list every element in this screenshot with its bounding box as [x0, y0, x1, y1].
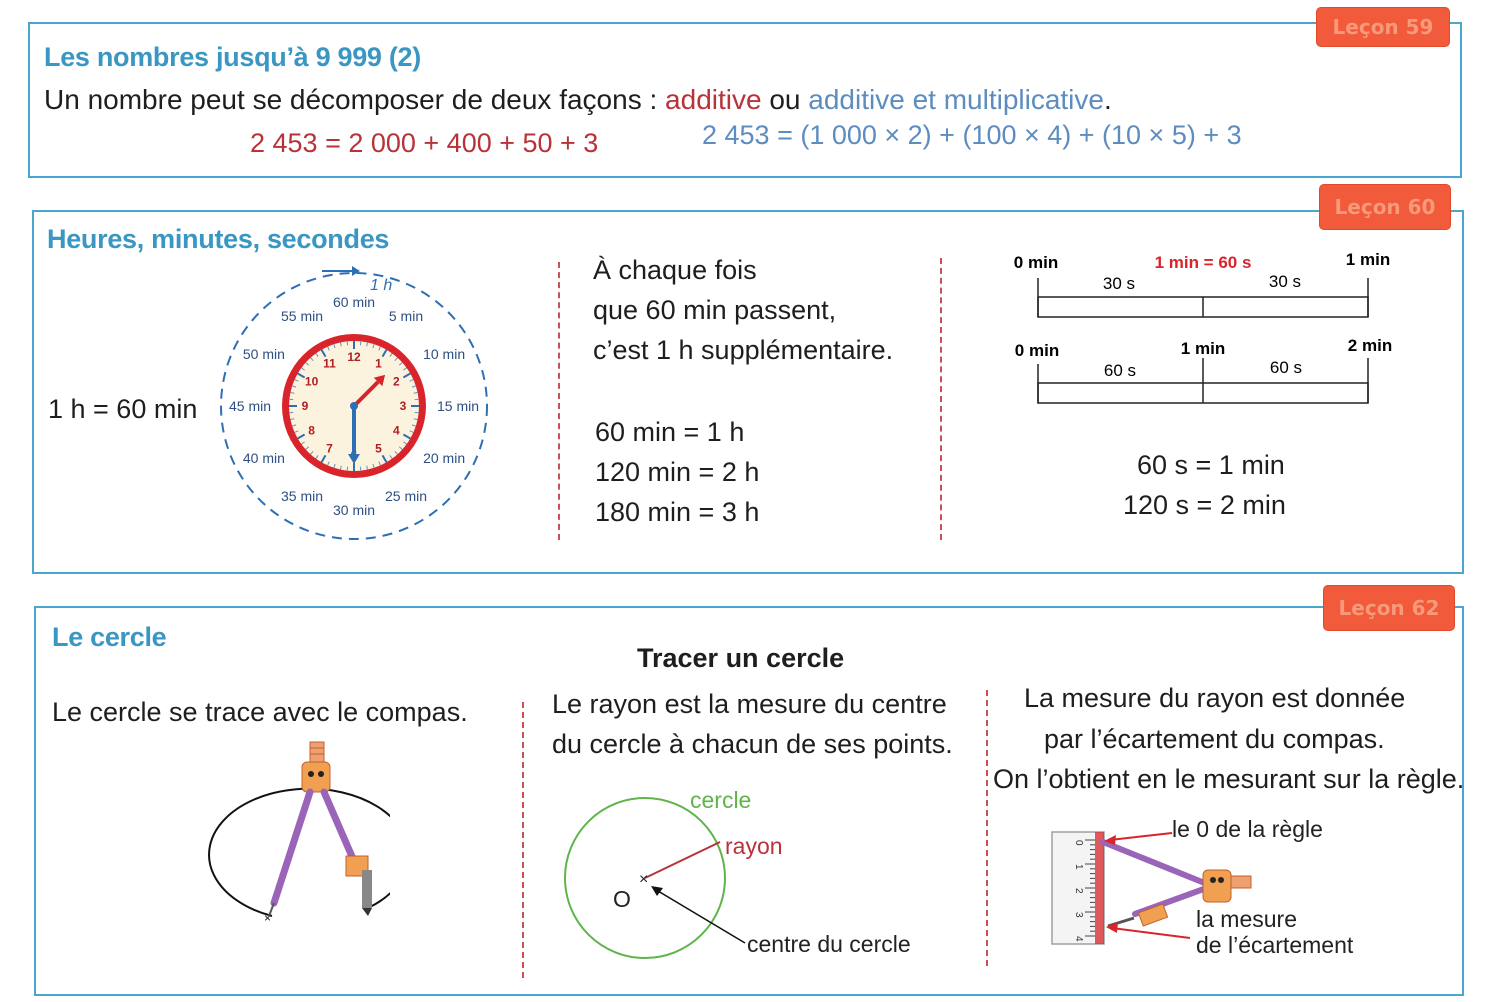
- pencil-holder-horizontal: [1138, 904, 1167, 926]
- compass-point-mark: ×: [264, 911, 272, 925]
- pencil-lead: [362, 908, 372, 916]
- minute-label: 20 min: [423, 450, 466, 466]
- ruler-number: 4: [1073, 936, 1084, 942]
- hour-number: 4: [393, 423, 400, 438]
- compass-head-horizontal: [1203, 870, 1231, 902]
- additive-equation: 2 453 = 2 000 + 400 + 50 + 3: [250, 128, 599, 158]
- compass-eye-right: [318, 771, 324, 777]
- compass-text: Le cercle se trace avec le compas.: [52, 697, 468, 727]
- minute-label: 55 min: [280, 307, 324, 324]
- compass-head: [302, 762, 330, 792]
- radius-line: [645, 842, 720, 878]
- circle-label: cercle: [690, 787, 752, 813]
- circle-diagram: [555, 780, 945, 980]
- ruler-2-seg2-label: 60 s: [1269, 358, 1303, 377]
- lesson-59-badge: Leçon 59: [1317, 8, 1449, 46]
- ruler-1-right-label: 1 min: [1345, 250, 1391, 269]
- minute-label: 45 min: [228, 398, 272, 414]
- center-o-label: O: [613, 886, 631, 912]
- center-pointer-arrowhead: [651, 886, 663, 896]
- minute-label: 35 min: [280, 488, 324, 505]
- compass-top-knob: [310, 742, 324, 764]
- ruler-number: 1: [1073, 864, 1084, 870]
- measure-line-1: La mesure du rayon est donnée: [1024, 683, 1406, 713]
- minute-label: 30 min: [332, 502, 376, 518]
- lesson-60-badge: Leçon 60: [1320, 185, 1450, 229]
- hour-arc-label: 1 h: [370, 277, 393, 294]
- radius-definition-line-2: du cercle à chacun de ses points.: [552, 729, 953, 759]
- clock-center: [350, 402, 358, 410]
- minute-label: 25 min: [384, 488, 428, 505]
- section2-separator-1: [558, 262, 560, 540]
- pencil: [362, 870, 372, 908]
- hour-number: 1: [375, 356, 382, 371]
- ruler-2-left-label: 0 min: [1014, 341, 1060, 360]
- minute-label: 5 min: [388, 307, 424, 324]
- intro-end: .: [1103, 84, 1112, 115]
- time-rulers: [990, 240, 1450, 420]
- seconds-equation-1: 60 s = 1 min: [1137, 450, 1285, 480]
- hour-number: 3: [399, 399, 407, 413]
- ruler-red-band: [1095, 832, 1104, 944]
- lesson-62-title: Le cercle: [52, 622, 167, 652]
- lesson-62-badge: Leçon 62: [1324, 586, 1454, 630]
- radius-label: rayon: [725, 833, 783, 859]
- ruler-2-seg1-label: 60 s: [1103, 361, 1137, 380]
- hour-number: 5: [375, 441, 382, 456]
- ruler-2-center-label: 1 min: [1180, 339, 1226, 358]
- measure-line-3: On l’obtient en le mesurant sur la règle.: [993, 764, 1465, 794]
- intro-start: Un nombre peut se décomposer de deux façons :: [44, 84, 658, 115]
- minute-label: 10 min: [423, 346, 466, 362]
- gap-label-line-1: la mesure: [1196, 906, 1297, 932]
- center-label: centre du cercle: [747, 931, 911, 957]
- zero-pointer: [1110, 833, 1172, 840]
- ruler-number: 0: [1073, 840, 1084, 846]
- section3-separator-2: [986, 690, 988, 966]
- section3-separator-1: [522, 702, 524, 978]
- clock-diagram: [210, 258, 510, 558]
- ruler-number: 3: [1073, 912, 1084, 918]
- explanation-line-2: que 60 min passent,: [593, 295, 837, 325]
- compass-left-leg: [274, 792, 310, 903]
- intro-or: ou: [769, 84, 801, 115]
- compass-upper-leg: [1103, 842, 1212, 886]
- compass-eye-left: [308, 771, 314, 777]
- ruler-1-seg1-label: 30 s: [1102, 274, 1136, 293]
- center-cross: ×: [639, 871, 649, 888]
- ruler-1-seg2-label: 30 s: [1268, 272, 1302, 291]
- explanation-line-3: c’est 1 h supplémentaire.: [593, 335, 894, 365]
- radius-definition-line-1: Le rayon est la mesure du centre: [552, 689, 947, 719]
- minutes-equation-1: 60 min = 1 h: [595, 417, 745, 447]
- minute-label: 60 min: [332, 294, 376, 310]
- measure-line-2: par l’écartement du compas.: [1044, 724, 1385, 754]
- hour-number: 8: [308, 423, 315, 438]
- section2-separator-2: [940, 258, 942, 540]
- ruler-1-left-label: 0 min: [1013, 253, 1059, 272]
- ruler-1-center-label: 1 min = 60 s: [1154, 253, 1252, 272]
- center-pointer-line: [653, 888, 745, 943]
- minute-label: 50 min: [242, 346, 285, 362]
- ruler-compass-drawing: [1040, 810, 1460, 980]
- explanation-line-1: À chaque fois: [593, 255, 757, 285]
- intro-additive: additive: [665, 84, 762, 115]
- minutes-equation-3: 180 min = 3 h: [595, 497, 760, 527]
- lesson-59-title: Les nombres jusqu’à 9 999 (2): [44, 42, 421, 72]
- multiplicative-equation: 2 453 = (1 000 × 2) + (100 × 4) + (10 × 5) + 3: [702, 120, 1242, 150]
- hour-number: 9: [301, 399, 309, 413]
- seconds-equation-2: 120 s = 2 min: [1123, 490, 1286, 520]
- zero-label: le 0 de la règle: [1172, 816, 1323, 842]
- ruler-2-right-label: 2 min: [1347, 336, 1393, 355]
- minute-label: 15 min: [436, 398, 480, 414]
- compass-eye-top-2: [1218, 877, 1224, 883]
- hour-number: 12: [347, 350, 361, 364]
- circle-subtitle: Tracer un cercle: [637, 643, 845, 673]
- compass-drawing: [160, 738, 390, 968]
- ruler-number: 2: [1073, 888, 1084, 894]
- minute-label: 40 min: [242, 450, 285, 466]
- hour-number: 7: [326, 441, 333, 456]
- hour-arc-arrowhead: [352, 266, 360, 276]
- hour-equation: 1 h = 60 min: [48, 394, 198, 424]
- compass-knob-horizontal: [1231, 876, 1251, 888]
- hour-number: 10: [304, 374, 319, 389]
- compass-eye-top: [1210, 877, 1216, 883]
- hour-number: 2: [393, 374, 400, 389]
- hour-number: 11: [323, 356, 336, 371]
- lesson-60-title: Heures, minutes, secondes: [47, 224, 390, 254]
- gap-pointer: [1112, 928, 1190, 938]
- gap-label-line-2: de l’écartement: [1196, 932, 1354, 958]
- intro-multiplicative: additive et multiplicative: [808, 84, 1104, 115]
- minutes-equation-2: 120 min = 2 h: [595, 457, 760, 487]
- decomposition-intro: [44, 84, 1112, 116]
